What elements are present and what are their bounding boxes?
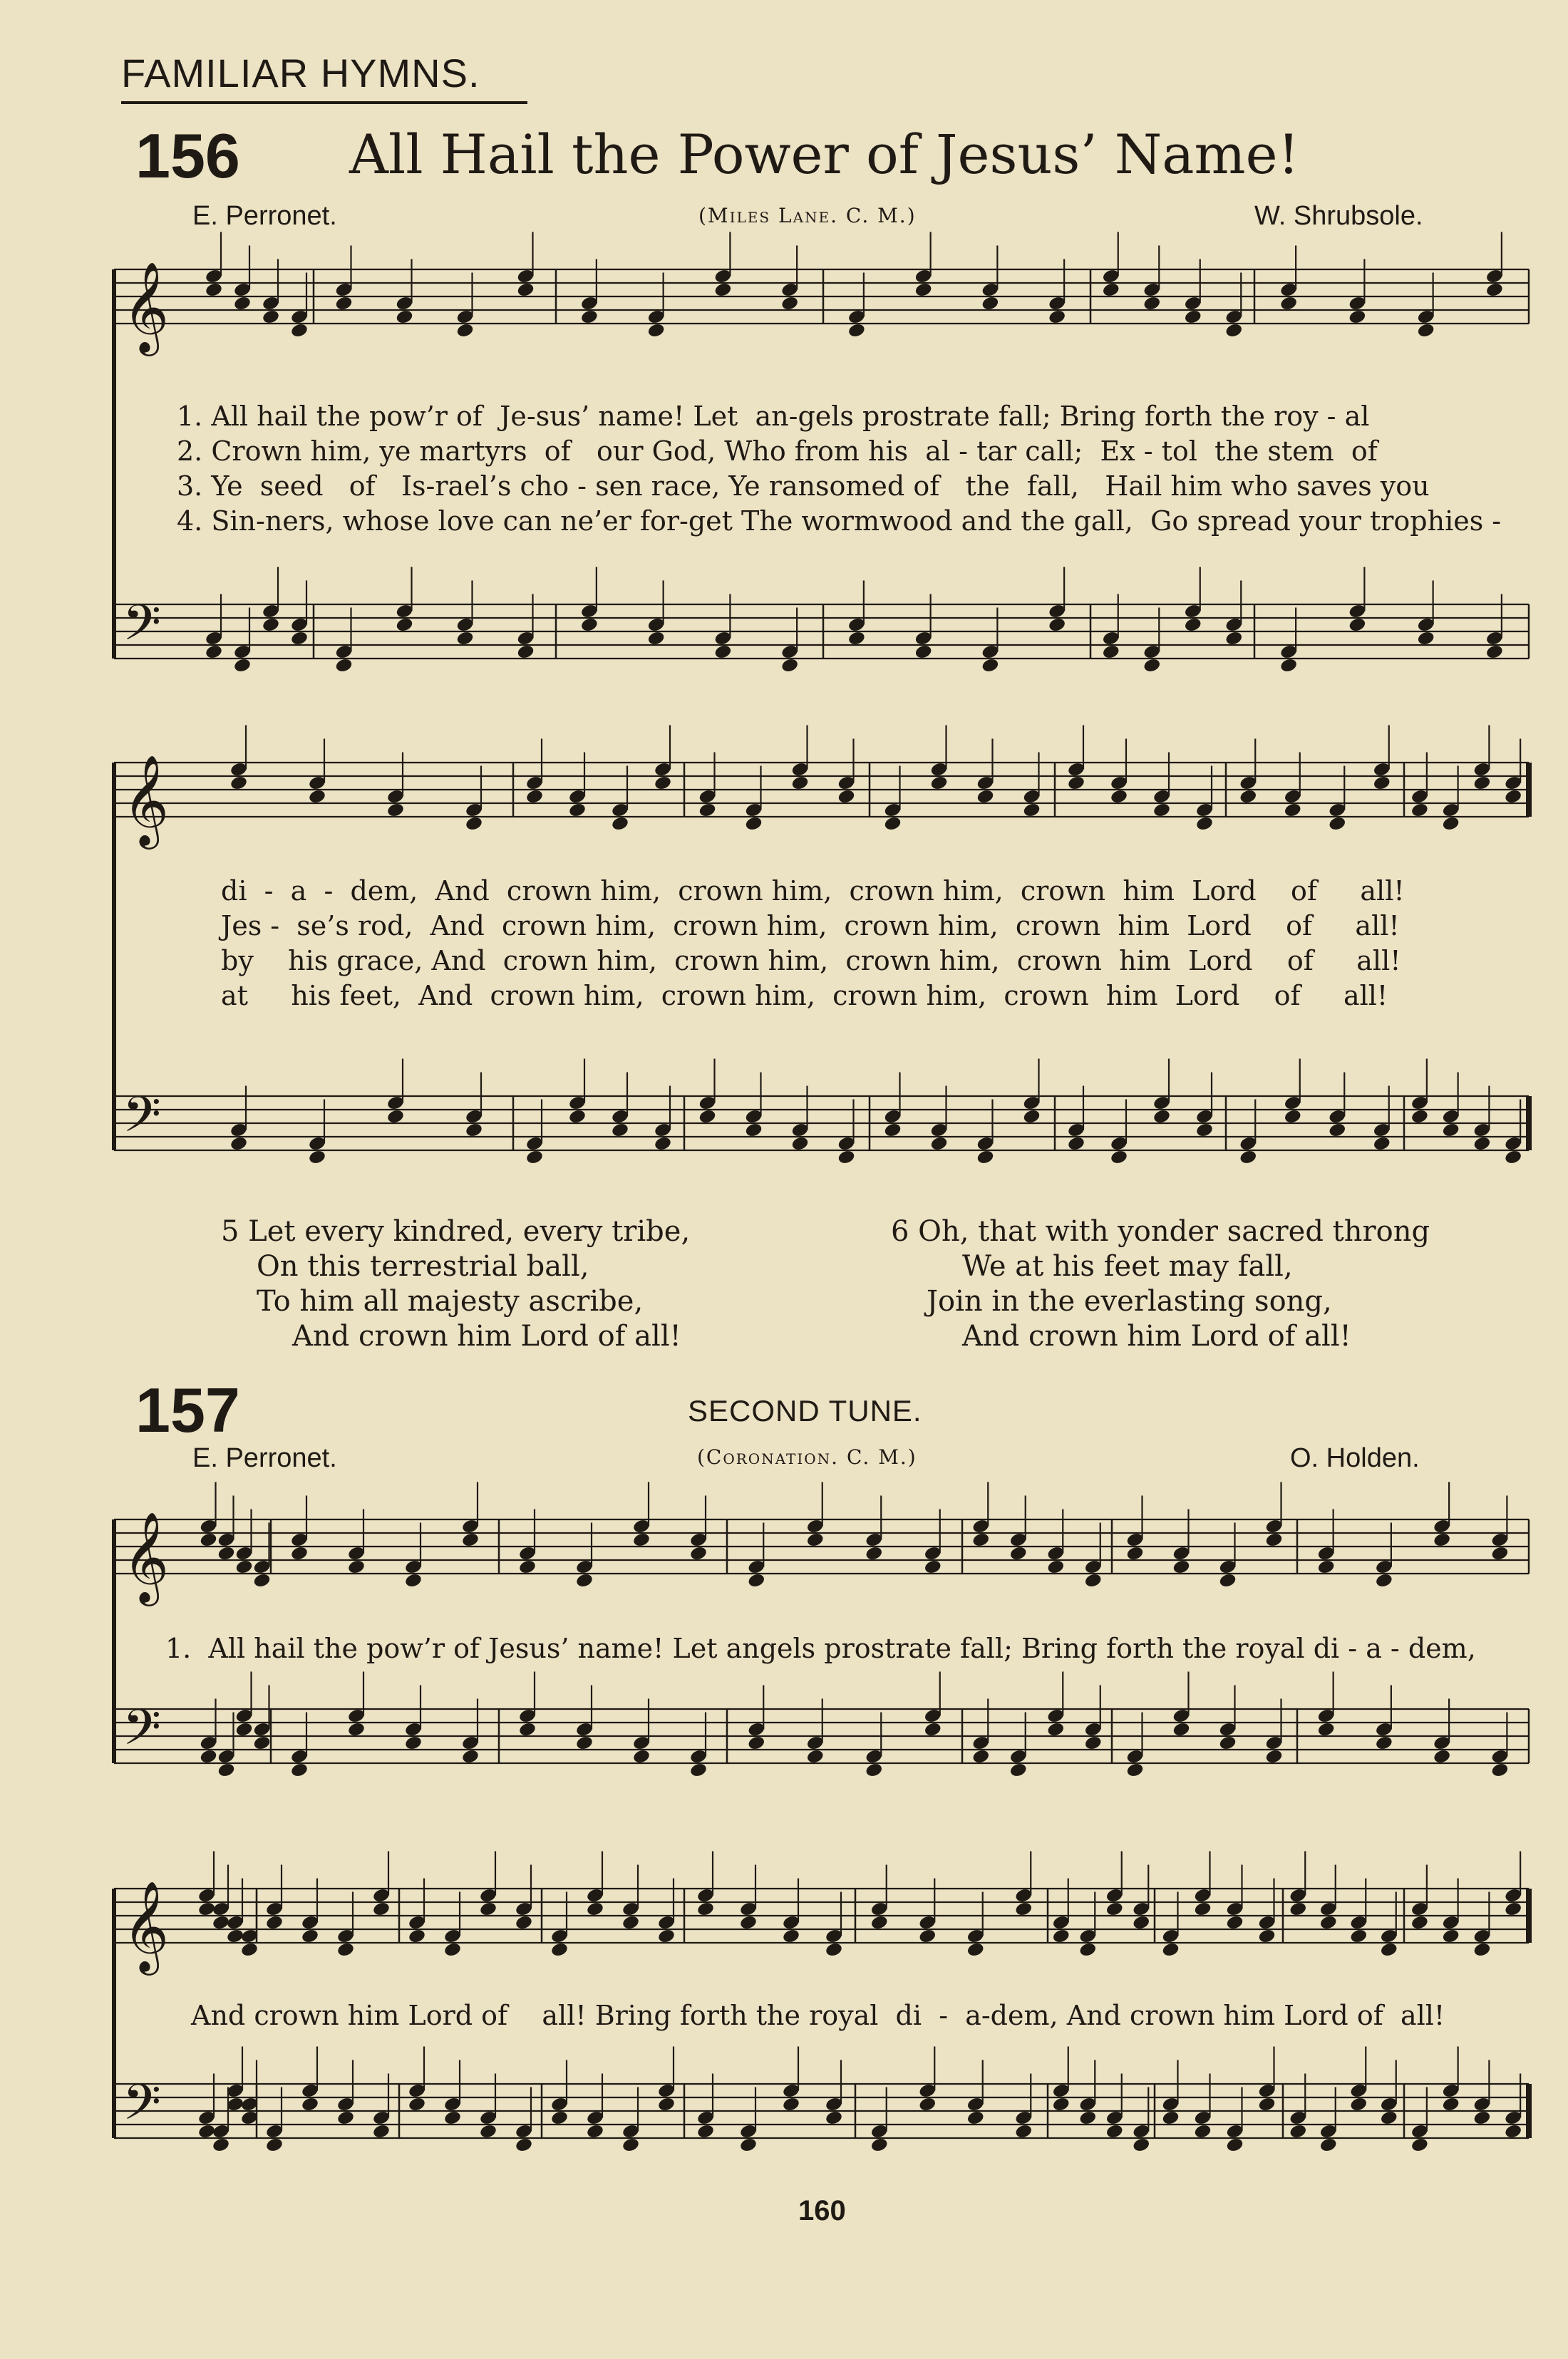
hymn-157-system-1-note [747,1735,765,1751]
hymn-157-system-1-note [575,1735,594,1751]
hymn-156-system-2-note [1373,1135,1391,1152]
hymn-157-composer: O. Holden. [1290,1443,1420,1473]
hymn-157-system-2-note [696,1901,715,1917]
hymn-156-system-1-note [1224,322,1243,339]
hymn-156-system-2-note [525,1149,544,1165]
hymn-156-system-1-note [455,630,474,646]
hymn-156-system-1-note [334,295,353,311]
hymn-156-system-2-note [837,1149,855,1165]
hymn-157-system-1-note [1375,1735,1393,1751]
hymn-157-system-2-note [1319,1914,1338,1931]
hymn-157-system-1-note [689,1545,708,1562]
hymn-156-system-2-note [1504,788,1522,805]
hymn-157-system-1-note [461,1532,480,1548]
hymn-157-system-2-note [825,2110,843,2126]
hymn-156-system-2-note [465,1122,483,1138]
hymn-157-system-2-note [657,2096,676,2112]
hymn-156-system-2-note [976,788,994,805]
hymn-156-system-2-note [229,1135,248,1152]
hymn-157-number: 157 [135,1375,240,1445]
hymn-156-system-2-note [1239,788,1257,805]
stanza-6-number: 6 [891,1215,909,1248]
hymn-157-system-1-note [347,1559,366,1575]
hymn-156-system-2-note [465,815,483,832]
hymn-156-system-2-note [386,1108,405,1125]
hymn-157-system-1-note [347,1721,366,1738]
hymn-157-subtitle: SECOND TUNE. [688,1394,922,1428]
hymn-157-system-2-note [301,1928,319,1944]
hymn-157-system-2-note [1078,1941,1097,1958]
hymn-157-system-2-note [265,1914,284,1931]
hymn-156-system-2-note [1328,815,1346,832]
hymn-157-system-1-note [806,1748,825,1765]
stanza-6-line-3: Join in the everlasting song, [927,1285,1332,1318]
hymn-157-system-2-note [657,1928,676,1944]
hymn-157-system-1-note [518,1559,537,1575]
hymn-156-system-2-note [568,802,587,818]
hymn-157-system-2-note [1349,2096,1368,2112]
hymn-157-system-1-note [1264,1748,1283,1765]
hymn-156-system-2-note [929,775,948,791]
hymn-157-system-2-note [870,1914,889,1931]
hymn-156-system-1-note [290,630,309,646]
hymn-157-system-1-note [632,1532,651,1548]
hymn-156-system-2-treble-clef-icon: 𝄞 [123,754,170,845]
hymn-156-system-1-note [914,282,933,298]
hymn-157-system-2-note [1105,2123,1124,2139]
hymn-156-system-2-note [611,815,629,832]
hymn-156-system-2-note [883,1122,902,1138]
hymn-156-verse-3-line-b: by his grace, And crown him, crown him, crown him, crown him Lord of all! [221,945,1401,976]
hymn-157-system-2-note [1132,1914,1150,1931]
hymn-156-system-1-note [1485,644,1504,660]
hymn-157-system-2-note [1442,2096,1460,2112]
hymn-157-system-2-note [240,1941,259,1958]
hymn-157-system-1-note [924,1721,942,1738]
hymn-157-system-1-note [632,1748,651,1765]
hymn-156-system-1-note [1048,616,1066,633]
hymn-157-system-2-note [408,1928,426,1944]
hymn-157-system-2-note [408,2096,426,2112]
hymn-156-system-1-note [647,630,666,646]
hymn-157-system-1-note [575,1572,594,1589]
hymn-156-system-2-note [1067,775,1085,791]
hymn-157-system-2-note [621,1914,640,1931]
hymn-156-system-2-note [1410,1108,1429,1125]
hymn-157-system-1-note [924,1559,942,1575]
hymn-157-system-2-note [1380,2110,1398,2126]
hymn-156-system-1-note [395,616,413,633]
hymn-157-system-2-note [870,2137,889,2153]
hymn-156-system-2-note [883,815,902,832]
hymn-156-system-2-note [1152,802,1171,818]
stanza-5-line-2: On this terrestrial ball, [257,1250,589,1283]
hymn-156-system-2-note [1284,802,1302,818]
hymn-157-system-2-note [918,1928,937,1944]
hymn-157-system-2-note [479,2123,497,2139]
hymn-157-system-2-note [1225,1914,1244,1931]
hymn-157-system-1-note [806,1532,825,1548]
hymn-156-tune: (Miles Lane. C. M.) [698,204,917,227]
hymn-156-system-1-note [455,322,474,339]
hymn-157-system-1-note [1172,1559,1190,1575]
hymn-157-system-1-note [234,1721,253,1738]
hymn-157-system-1-note [1084,1572,1103,1589]
hymn-156-system-1-note [1348,616,1366,633]
hymn-156-system-2-note [1110,788,1128,805]
hymn-157-system-2-note [1014,2123,1033,2139]
hymn-156-verse-4-line-b: at his feet, And crown him, crown him, crown him, crown him Lord of all! [221,980,1388,1011]
hymn-157-system-1-note [518,1721,537,1738]
stanza-5-line-1: Let every kindred, every tribe, [248,1215,691,1248]
hymn-156-system-2-note [790,775,809,791]
hymn-157-system-2-note [1410,2137,1429,2153]
hymn-157-system-2-note [586,2123,604,2139]
hymn-156-system-2-note [1373,775,1391,791]
hymn-156-system-1-note [1348,309,1366,325]
hymn-156-system-1-note [847,322,866,339]
hymn-156-system-1-note [395,309,413,325]
hymn-156-system-2-note [1067,1135,1085,1152]
hymn-157-system-2-note [515,2137,533,2153]
hymn-157-system-2-note [1410,1914,1429,1931]
hymn-157-system-1-treble-clef-icon: 𝄞 [123,1511,170,1602]
hymn-156-system-1-note [290,322,309,339]
hymn-156-system-2-note [308,1149,326,1165]
hymn-157-system-2-note [197,2123,216,2139]
hymn-157-system-2-note [1349,1928,1368,1944]
hymn-157-system-1-note [1433,1532,1451,1548]
stanza-6-line-2: We at his feet may fall, [962,1250,1293,1283]
hymn-156-system-1-note [580,616,599,633]
hymn-156-verse-2-line-a: 2. Crown him, ye martyrs of our God, Who from his al - tar call; Ex - tol the stem of [177,435,1378,467]
hymn-157-system-2-note [443,1941,462,1958]
hymn-157-system-2-note [301,2096,319,2112]
hymn-157-system-1-note [689,1762,708,1778]
hymn-157-system-1-note [404,1735,423,1751]
hymn-156-system-2-note [1022,1108,1041,1125]
hymn-157-system-1-note [747,1572,765,1589]
hymn-156-system-1-note [1048,309,1066,325]
hymn-157-system-2-note [443,2110,462,2126]
hymn-157-system-2-note [782,1928,800,1944]
hymn-157-system-1-note [1218,1572,1237,1589]
hymn-156-verse-1-line-a: 1. All hail the pow’r of Je-sus’ name! Let an-gels prostrate fall; Bring forth the roy - al [177,401,1370,432]
hymn-156-system-1-note [205,282,223,298]
hymn-156-system-1-note [334,657,353,673]
hymn-157-system-2-note [212,1914,230,1931]
hymn-157-system-2-note [1504,1901,1522,1917]
hymn-156-system-2-note [1110,1149,1128,1165]
hymn-157-system-2-note [1380,1941,1398,1958]
hymn-157-system-1-note [1264,1532,1283,1548]
hymn-156-system-2-note [525,788,544,805]
hymn-157-system-1-note [1125,1762,1144,1778]
hymn-156-system-2-note [976,1149,994,1165]
hymn-156-system-1-note [233,295,252,311]
hymn-157-system-2-bass-clef-icon: 𝄢 [123,2073,162,2143]
hymn-156-system-2-note [229,775,248,791]
hymn-157-system-2-note [550,2110,569,2126]
hymn-156-system-2-note [1239,1149,1257,1165]
hymn-156-system-1-note [516,644,535,660]
hymn-156-system-2-note [386,802,405,818]
hymn-156-system-2-note [1504,1149,1522,1165]
hymn-157-system-1-note [971,1748,990,1765]
hymn-157-system-2-note [1052,2096,1071,2112]
stanza-5-number: 5 [221,1215,239,1248]
hymn-157-system-2-note [1504,2123,1522,2139]
hymn-156-system-2-note [1195,815,1214,832]
hymn-157-system-2-note [336,2110,355,2126]
hymn-156-verse-1-line-b: di - a - dem, And crown him, crown him, crown him, crown him Lord of all! [221,875,1405,907]
hymn-156-system-2-note [654,775,672,791]
hymn-157-system-2-note [1257,2096,1276,2112]
hymn-157-system-1-note [1046,1721,1065,1738]
hymn-156-verse-4-line-a: 4. Sin-ners, whose love can ne’er for-get The wormwood and the gall, Go spread your trophies - [177,505,1502,537]
hymn-156-system-1-treble-clef-icon: 𝄞 [123,261,170,352]
hymn-157-system-2-note [1472,1941,1491,1958]
hymn-156-system-1-note [914,644,933,660]
hymn-156-system-1-note [713,644,732,660]
hymn-156-system-2-note [837,788,855,805]
hymn-157-system-2-note [1289,1901,1307,1917]
hymn-156-system-1-note [647,322,666,339]
hymn-157-system-2-note [1289,2123,1307,2139]
hymn-157-system-2-note [1442,1928,1460,1944]
hymn-157-system-1-note [865,1545,883,1562]
hymn-157-system-1-note [1317,1559,1336,1575]
hymn-157-system-1-note [290,1545,309,1562]
hymn-157-system-2-note [372,1901,391,1917]
hymn-156-system-1-note [780,295,799,311]
hymn-157-system-2-note [782,2096,800,2112]
hymn-157-system-2-note [515,1914,533,1931]
hymn-157-system-2-note [226,1928,244,1944]
hymn-157-system-2-note [1132,2137,1150,2153]
stanza-5 [221,1214,690,1354]
hymn-156-system-1-note [580,309,599,325]
hymn-157-verse-line-1: 1. All hail the pow’r of Jesus’ name! Let angels prostrate fall; Bring forth the royal di - a - dem, [165,1633,1476,1664]
hymn-156-system-1-note [1417,630,1435,646]
hymn-157-system-2-note [550,1941,569,1958]
hymn-157-system-2-note [1225,2137,1244,2153]
hymn-157-system-2-treble-clef-icon: 𝄞 [123,1880,170,1971]
hymn-156-system-1-note [1485,282,1504,298]
stanza-6-line-4: And crown him Lord of all! [962,1320,1351,1353]
hymn-157-system-2-note [966,1941,985,1958]
hymn-156-system-1-note [981,295,999,311]
hymn-156-system-1-note [262,616,280,633]
hymn-156-system-2-note [1022,802,1041,818]
hymn-156-system-1-note [1184,616,1202,633]
hymn-156-system-1-note [1417,322,1435,339]
hymn-156-system-2-note [654,1135,672,1152]
hymn-156-system-1-bass-clef-icon: 𝄢 [123,594,162,664]
hymn-157-system-2-note [739,1914,758,1931]
hymn-157-system-2-note [1161,1941,1180,1958]
hymn-156-system-2-note [308,788,326,805]
hymn-156-system-1-note [981,657,999,673]
hymn-157-system-2-note [739,2137,758,2153]
hymn-156-system-2-note [929,1135,948,1152]
hymn-156-system-2-note [1152,1108,1171,1125]
hymn-157-system-2-note [197,1901,216,1917]
hymn-157-system-2-note [336,1941,355,1958]
hymn-157-system-2-note [1161,2110,1180,2126]
hymn-156-system-1-note [1279,295,1298,311]
hymn-156-system-1-note [516,282,535,298]
hymn-157-system-1-note [1490,1762,1509,1778]
hymn-156-system-2-note [1472,1135,1491,1152]
hymn-157-system-1-note [1046,1559,1065,1575]
hymn-156-verse-2-line-b: Jes - se’s rod, And crown him, crown him, crown him, crown him Lord of all! [221,910,1400,941]
hymn-157-system-1-note [1084,1735,1103,1751]
hymn-157-system-2-note [696,2123,715,2139]
hymn-156-system-1-note [1184,309,1202,325]
hymn-157-system-1-note [1009,1762,1028,1778]
hymn-157-system-1-note [1125,1545,1144,1562]
stanza-5-line-3: To him all majesty ascribe, [257,1285,644,1318]
hymn-157-system-2-note [372,2123,391,2139]
hymn-157-system-1-note [252,1735,271,1751]
hymn-157-system-2-note [479,1901,497,1917]
hymn-157-system-1-note [217,1545,235,1562]
page-number: 160 [798,2195,846,2226]
hymn-156-system-2-note [611,1122,629,1138]
hymn-156-system-2-note [1195,1122,1214,1138]
hymn-156-system-1-note [1143,295,1161,311]
hymn-156-system-1-note [713,282,732,298]
hymn-156-system-2-note [698,1108,716,1125]
hymn-156-system-2-note [744,815,763,832]
hymn-156-system-1-note [1102,282,1120,298]
hymn-157-system-2-note [1319,2137,1338,2153]
hymn-156-system-2-note [744,1122,763,1138]
hymn-157-system-1-note [1009,1545,1028,1562]
hymn-157-system-1-note [1490,1545,1509,1562]
hymn-157-system-2-note [1472,2110,1491,2126]
hymn-156-system-2-bass-clef-icon: 𝄢 [123,1085,162,1155]
hymn-157-system-2-note [621,2137,640,2153]
hymn-157-system-1-note [234,1559,253,1575]
hymn-157-system-2-note [1078,2110,1097,2126]
hymn-156-system-1-note [233,657,252,673]
hymn-157-tune: (Coronation. C. M.) [697,1445,917,1469]
hymn-156-title: All Hail the Power of Jesus’ Name! [349,123,1300,186]
hymn-156-system-2-note [1472,775,1491,791]
hymn-157-system-1-note [1375,1572,1393,1589]
stanza-5-line-4: And crown him Lord of all! [292,1320,681,1353]
hymn-157-system-2-note [586,1901,604,1917]
hymn-156-system-1-note [1102,644,1120,660]
hymn-157-system-1-note [290,1762,309,1778]
hymn-157-system-2-note [918,2096,937,2112]
hymn-157-system-1-note [199,1748,217,1765]
hymn-156-verse-3-line-a: 3. Ye seed of Is-rael’s cho - sen race, Ye ransomed of the fall, Hail him who saves you [177,470,1430,502]
hymn-156-system-2-note [1410,802,1429,818]
hymn-157-system-2-note [966,2110,985,2126]
hymn-156-author: E. Perronet. [192,201,337,231]
hymn-156-system-2-note [568,1108,587,1125]
hymn-157-system-2-note [825,1941,843,1958]
hymn-157-system-1-note [252,1572,271,1589]
hymn-156-system-1-note [262,309,280,325]
hymn-157-author: E. Perronet. [192,1443,337,1473]
stanza-6 [891,1214,1430,1354]
hymn-157-system-1-note [1433,1748,1451,1765]
hymn-157-system-2-note [1014,1901,1033,1917]
hymn-156-system-2-note [1328,1122,1346,1138]
hymn-157-system-1-note [1218,1735,1237,1751]
hymn-157-system-2-note [1193,1901,1212,1917]
hymn-157-system-2-note [1257,1928,1276,1944]
hymn-157-system-2-note [1105,1901,1124,1917]
hymn-157-system-1-note [1172,1721,1190,1738]
running-header: FAMILIAR HYMNS. [121,51,480,96]
hymn-157-system-2-note [1193,2123,1212,2139]
hymn-156-system-2-note [1442,815,1460,832]
hymn-156-system-1-note [847,630,866,646]
hymn-157-system-1-note [865,1762,883,1778]
stanza-6-line-1: Oh, that with yonder sacred throng [918,1215,1430,1248]
hymn-157-system-1-note [404,1572,423,1589]
hymn-157-system-2-note [265,2137,284,2153]
hymn-157-system-2-note [212,2137,230,2153]
hymn-157-system-2-note [1052,1928,1071,1944]
hymn-156-number: 156 [135,120,240,191]
hymn-156-system-2-note [790,1135,809,1152]
hymn-156-composer: W. Shrubsole. [1254,201,1423,231]
hymn-157-system-1-bass-clef-icon: 𝄢 [123,1698,162,1768]
hymn-157-system-1-note [199,1532,217,1548]
hymn-156-system-1-note [205,644,223,660]
hymn-157-system-1-note [1317,1721,1336,1738]
hymn-156-system-1-note [1143,657,1161,673]
hymn-156-system-1-note [1224,630,1243,646]
hymn-157-system-1-note [217,1762,235,1778]
hymn-156-system-2-note [1284,1108,1302,1125]
hymn-157-verse-line-2: And crown him Lord of all! Bring forth the royal di - a-dem, And crown him Lord of all! [191,2000,1445,2031]
hymn-156-system-2-note [1442,1122,1460,1138]
hymn-156-system-1-note [1279,657,1298,673]
hymn-157-system-1-note [461,1748,480,1765]
hymn-156-system-1-note [780,657,799,673]
hymn-157-system-1-note [971,1532,990,1548]
hymn-156-system-2-note [698,802,716,818]
